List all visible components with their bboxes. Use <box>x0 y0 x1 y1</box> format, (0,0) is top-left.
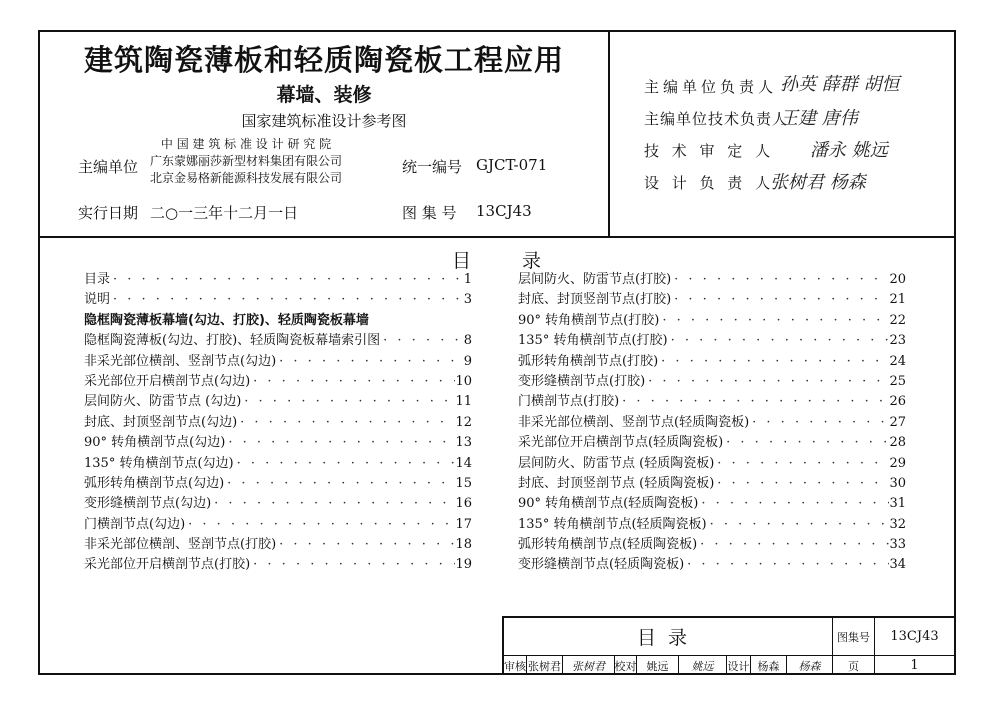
toc-entry-page: 33 <box>889 537 906 553</box>
toc-entry-leader <box>380 331 460 351</box>
toc-entry-leader <box>276 535 455 555</box>
checker-signature: 姚远 <box>678 656 726 675</box>
toc-entry-leader <box>619 392 889 412</box>
unified-no-label: 统一编号 <box>402 158 463 176</box>
toc-entry-title: 封底、封顶竖剖节点(打胶) <box>518 292 672 308</box>
toc-entry-title: 90° 转角横剖节点(勾边) <box>84 435 226 451</box>
toc-entry <box>84 515 472 535</box>
toc-entry-page: 29 <box>889 455 906 471</box>
title-block-atlas-label: 图集号 <box>832 618 874 655</box>
check-label: 校对 <box>614 656 636 675</box>
toc-entry-title: 层间防火、防雷节点(打胶) <box>518 272 672 287</box>
toc-entry-title: 采光部位开启横剖节点(打胶) <box>84 557 251 573</box>
page-label: 页 <box>832 656 874 675</box>
toc-entry <box>518 331 906 351</box>
resp-role-3: 技 术 审 定 人 <box>644 142 775 160</box>
resp-role-4: 设 计 负 责 人 <box>644 174 775 192</box>
toc-entry-page: 10 <box>455 373 472 389</box>
toc-entry-page: 9 <box>463 353 472 369</box>
toc-entry-title: 90° 转角横剖节点(轻质陶瓷板) <box>518 496 699 512</box>
toc-entry-title: 门横剖节点(勾边) <box>84 516 186 532</box>
toc-entry-page: 18 <box>455 537 472 553</box>
toc-entry-leader <box>671 270 889 290</box>
toc-entry <box>84 494 472 514</box>
toc-entry-leader <box>714 454 889 474</box>
reviewer-name: 张树君 <box>526 656 562 675</box>
designer-name: 杨森 <box>750 656 786 675</box>
toc-entry-page: 27 <box>889 414 906 430</box>
toc-entry-leader <box>658 352 889 372</box>
toc-entry <box>518 270 906 290</box>
atlas-title: 建筑陶瓷薄板和轻质陶瓷板工程应用 <box>83 43 564 77</box>
toc-entry <box>518 474 906 494</box>
toc-entry-leader <box>185 515 455 535</box>
toc-entry-leader <box>668 331 890 351</box>
design-label: 设计 <box>726 656 750 675</box>
toc-entry <box>84 474 472 494</box>
toc-entry-title: 隐框陶瓷薄板幕墙(勾边、打胶)、轻质陶瓷板幕墙 <box>84 312 369 328</box>
toc-entry-page: 31 <box>889 496 906 512</box>
atlas-subtitle: 幕墙、装修 <box>276 84 372 106</box>
toc-entry-title: 非采光部位横剖、竖剖节点(勾边) <box>84 353 277 369</box>
resp-signature-4: 张树君 杨森 <box>770 172 866 193</box>
toc-entry-title: 变形缝横剖节点(轻质陶瓷板) <box>518 557 685 573</box>
toc-entry-title: 门横剖节点(打胶) <box>518 394 620 410</box>
designer-signature: 杨森 <box>786 656 832 675</box>
toc-entry <box>84 433 472 453</box>
toc-entry-leader <box>237 413 455 433</box>
title-block-main-title: 目录 <box>636 627 699 649</box>
toc-entry <box>518 413 906 433</box>
toc-entry-title: 非采光部位横剖、竖剖节点(轻质陶瓷板) <box>518 414 750 430</box>
toc-entry-leader <box>714 474 889 494</box>
toc-entry-leader <box>224 474 455 494</box>
toc-entry-leader <box>234 454 456 474</box>
toc-entry-page: 11 <box>455 394 472 410</box>
toc-title-left: 目 <box>452 250 472 272</box>
toc-entry-leader <box>723 433 889 453</box>
toc-entry <box>518 555 906 575</box>
toc-entry <box>518 433 906 453</box>
toc-entry-title: 目录 <box>84 272 111 287</box>
review-label: 审核 <box>504 659 526 673</box>
toc-entry <box>518 352 906 372</box>
editor-unit-2: 广东蒙娜丽莎新型材料集团有限公司 <box>150 154 343 168</box>
toc-entry-leader <box>659 311 889 331</box>
toc-entry <box>84 290 472 310</box>
toc-entry-title: 层间防火、防雷节点 (轻质陶瓷板) <box>518 455 715 471</box>
toc-entry <box>518 535 906 555</box>
toc-entry-title: 弧形转角横剖节点(轻质陶瓷板) <box>518 537 698 553</box>
toc-entry-page: 19 <box>455 557 472 573</box>
atlas-no: 13CJ43 <box>476 202 532 220</box>
checker-name: 姚远 <box>636 656 678 675</box>
toc-entry-title: 135° 转角横剖节点(轻质陶瓷板) <box>518 516 707 532</box>
toc-entry-leader <box>671 290 889 310</box>
toc-entry-page: 26 <box>889 394 906 410</box>
toc-entry-leader <box>211 494 455 514</box>
toc-entry-page: 15 <box>455 475 472 491</box>
toc-entry-page: 34 <box>889 557 906 573</box>
toc-entry-page: 23 <box>889 333 906 349</box>
toc-entry-leader <box>707 515 890 535</box>
toc-entry-title: 弧形转角横剖节点(打胶) <box>518 353 659 369</box>
toc-entry-title: 变形缝横剖节点(勾边) <box>84 496 212 512</box>
toc-entry-leader <box>749 413 889 433</box>
toc-entry-page: 22 <box>889 312 906 328</box>
toc-entry-page: 32 <box>889 516 906 532</box>
toc-entry-page: 3 <box>463 292 472 308</box>
toc-entry-title: 采光部位开启横剖节点(轻质陶瓷板) <box>518 435 724 451</box>
toc-entry-page: 16 <box>455 496 472 512</box>
reference-title: 国家建筑标准设计参考图 <box>241 112 407 130</box>
toc-entry-page: 30 <box>889 475 906 491</box>
toc-entry-leader <box>276 352 460 372</box>
toc-entry-leader <box>110 290 460 310</box>
cover-header <box>40 32 954 238</box>
toc-entry <box>518 392 906 412</box>
toc-right-column <box>518 270 906 576</box>
toc-entry <box>84 555 472 575</box>
toc-entry-leader <box>250 372 455 392</box>
toc-entry-page: 25 <box>889 373 906 389</box>
toc-entry <box>84 392 472 412</box>
date-label: 实行日期 <box>78 204 139 222</box>
toc-entry-page: 20 <box>889 272 906 287</box>
toc-entry-title: 135° 转角横剖节点(勾边) <box>84 455 234 471</box>
atlas-no-label: 图 集 号 <box>402 204 457 222</box>
toc-entry <box>518 372 906 392</box>
toc-entry <box>84 454 472 474</box>
toc-entry-page: 14 <box>455 455 472 471</box>
toc-entry-title: 采光部位开启横剖节点(勾边) <box>84 373 251 389</box>
toc-entry <box>84 352 472 372</box>
editor-unit-3: 北京金易格新能源科技发展有限公司 <box>150 171 343 185</box>
toc-entry-title: 变形缝横剖节点(打胶) <box>518 373 646 389</box>
toc-entry-page: 8 <box>463 333 472 349</box>
toc-entry-page: 17 <box>455 516 472 532</box>
toc-entry <box>84 270 472 290</box>
toc-entry <box>518 494 906 514</box>
toc-entry <box>84 413 472 433</box>
toc-entry-page: 12 <box>455 414 472 430</box>
toc-entry-leader <box>697 535 889 555</box>
toc-entry-page: 21 <box>889 292 906 308</box>
reviewer-signature: 张树君 <box>562 656 614 675</box>
editor-unit-1: 中 国 建 筑 标 准 设 计 研 究 院 <box>160 137 332 151</box>
toc-entry-title: 封底、封顶竖剖节点(勾边) <box>84 414 238 430</box>
toc-left-column <box>84 270 472 576</box>
unified-no: GJCT-071 <box>476 156 548 174</box>
toc-entry-leader <box>110 270 460 290</box>
toc-entry <box>518 454 906 474</box>
toc-entry <box>84 331 472 351</box>
toc-entry-page: 28 <box>889 435 906 451</box>
toc-entry <box>518 311 906 331</box>
toc-entry-title: 90° 转角横剖节点(打胶) <box>518 312 660 328</box>
toc-entry-leader <box>645 372 889 392</box>
toc-entry-title: 135° 转角横剖节点(打胶) <box>518 333 668 349</box>
editor-units <box>150 136 342 187</box>
toc-entry-leader <box>684 555 889 575</box>
header-divider <box>608 32 610 236</box>
resp-signature-2: 王建 唐伟 <box>780 108 858 129</box>
toc-entry-title: 封底、封顶竖剖节点 (轻质陶瓷板) <box>518 475 715 491</box>
toc-section-heading <box>84 311 472 331</box>
resp-role-2: 主编单位技术负责人 <box>644 110 789 128</box>
toc-entry-leader <box>225 433 455 453</box>
toc-title-right: 录 <box>522 250 542 272</box>
toc-entry <box>84 535 472 555</box>
toc-entry-title: 隐框陶瓷薄板(勾边、打胶)、轻质陶瓷板幕墙索引图 <box>84 333 381 349</box>
toc-entry-leader <box>241 392 455 412</box>
editor-label: 主编单位 <box>78 158 139 176</box>
title-block <box>502 616 954 673</box>
toc-entry-title: 层间防火、防雷节点 (勾边) <box>84 394 242 410</box>
title-block-atlas-no: 13CJ43 <box>874 618 954 655</box>
toc-entry-leader <box>698 494 889 514</box>
resp-signature-1: 孙英 薛群 胡恒 <box>780 74 900 95</box>
toc-entry-page: 1 <box>463 272 472 287</box>
toc-entry-leader <box>250 555 455 575</box>
toc-entry-page: 24 <box>889 353 906 369</box>
page-number: 1 <box>874 656 954 675</box>
toc-entry-title: 说明 <box>84 292 111 308</box>
toc-entry-page: 13 <box>455 435 472 451</box>
toc-entry <box>518 515 906 535</box>
toc-entry <box>84 372 472 392</box>
resp-signature-3: 潘永 姚远 <box>810 140 888 161</box>
toc-entry-title: 弧形转角横剖节点(勾边) <box>84 475 225 491</box>
resp-role-1: 主编单位负责人 <box>644 78 778 96</box>
effective-date: 二○一三年十二月一日 <box>150 204 299 222</box>
toc-entry-title: 非采光部位横剖、竖剖节点(打胶) <box>84 537 277 553</box>
toc-entry <box>518 290 906 310</box>
